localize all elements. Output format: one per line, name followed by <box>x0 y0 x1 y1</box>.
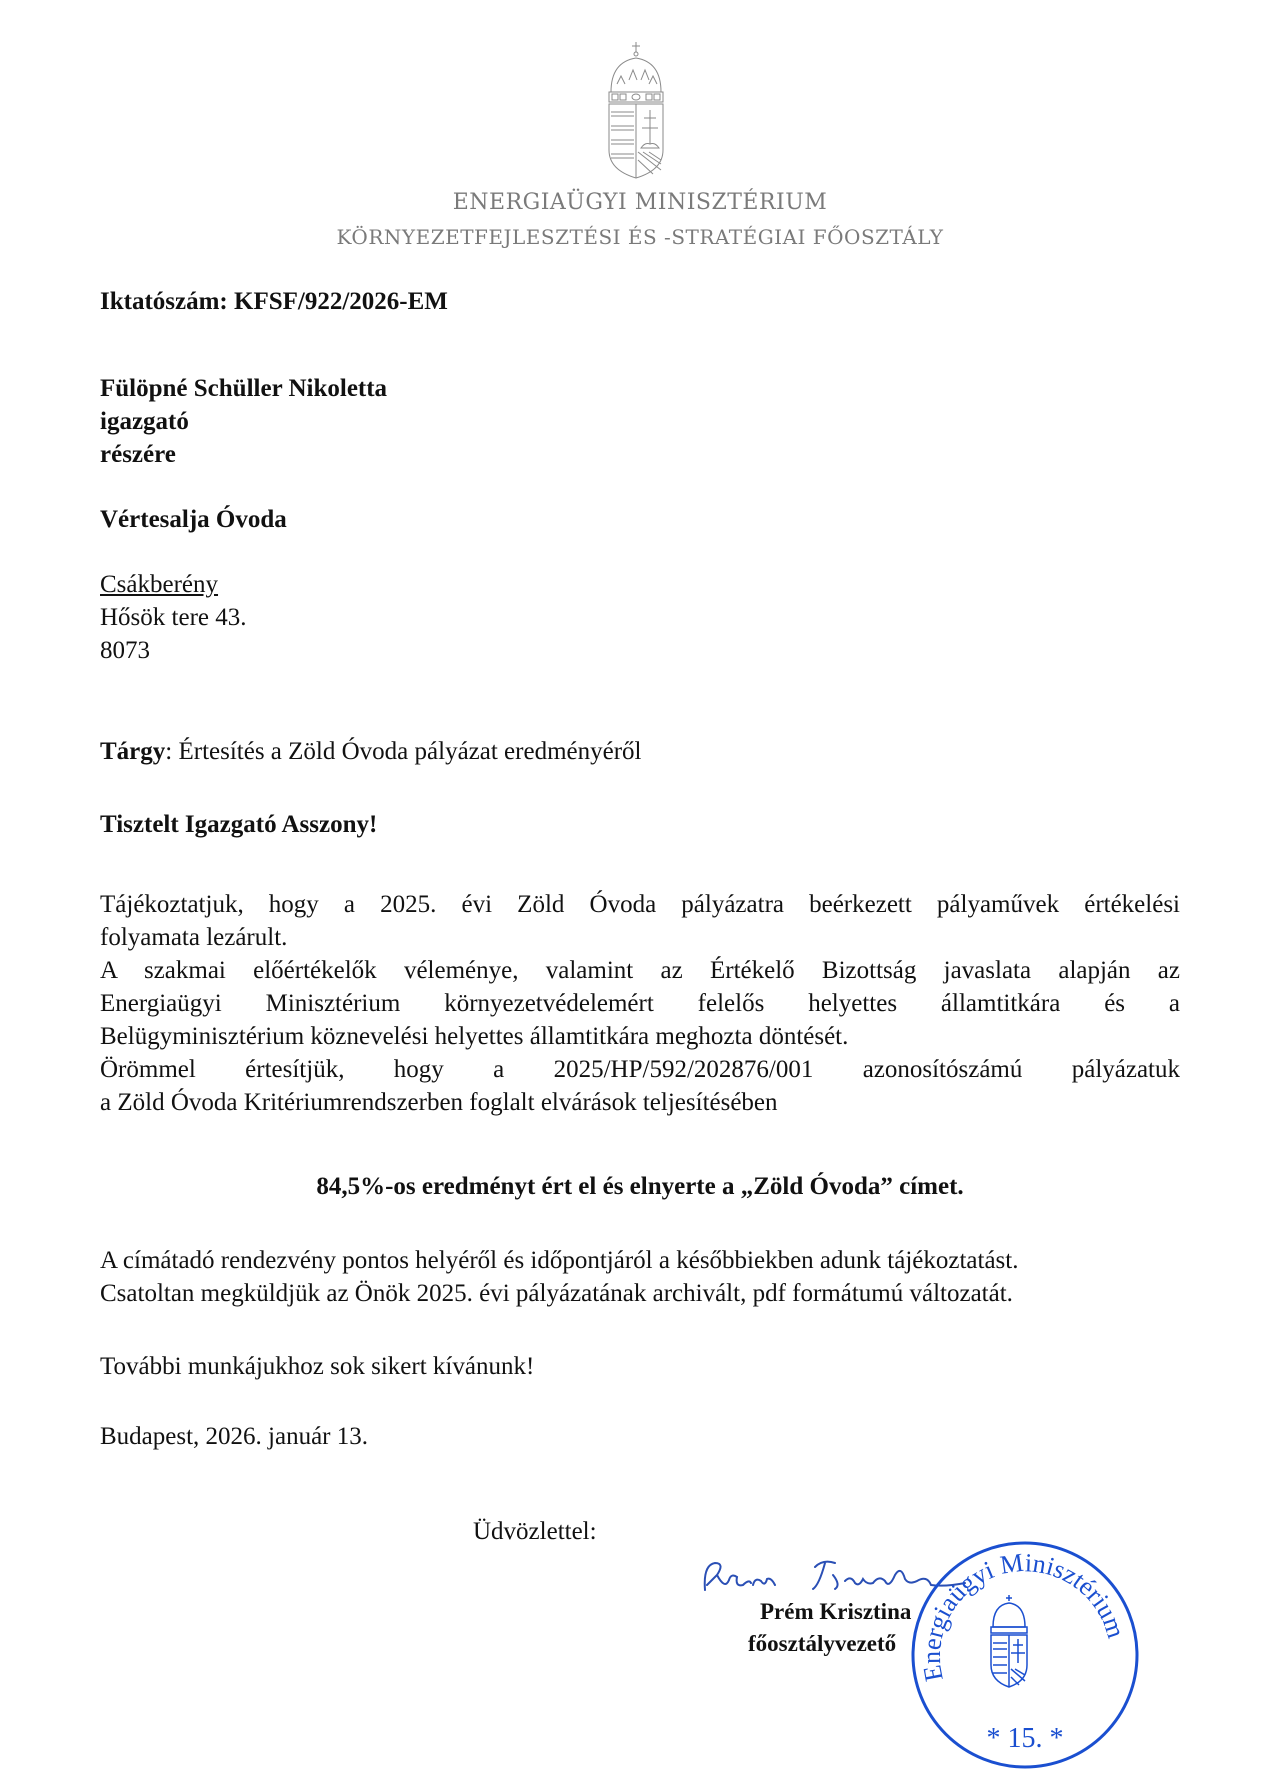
stamp-ring-text: Energiaügyi Minisztérium <box>916 1547 1131 1684</box>
body-line: folyamata lezárult. <box>100 924 288 951</box>
department-name: KÖRNYEZETFEJLESZTÉSI ÉS -STRATÉGIAI FŐOSZTÁLY <box>336 225 944 249</box>
greeting: Üdvözlettel: <box>473 1518 597 1545</box>
body-line: a Zöld Óvoda Kritériumrendszerben foglalt elvárások teljesítésében <box>100 1089 778 1116</box>
followup-line: A címátadó rendezvény pontos helyéről és időpontjáról a későbbiekben adunk tájékoztatást. <box>100 1247 1019 1274</box>
recipient-for: részére <box>100 441 176 468</box>
signatory-position: főosztályvezető <box>748 1631 897 1656</box>
stamp-number: * 15. * <box>986 1723 1064 1754</box>
reference-number <box>100 285 448 318</box>
salutation: Tisztelt Igazgató Asszony! <box>100 811 378 838</box>
body-line: Energiaügyi Minisztérium környezetvédelemért felelős helyettes államtitkára és a <box>100 990 1180 1017</box>
followup-line: Csatoltan megküldjük az Önök 2025. évi pályázatának archivált, pdf formátumú változatát. <box>100 1280 1013 1307</box>
subject-line <box>100 735 641 768</box>
recipient-city: Csákberény <box>100 571 219 598</box>
ministry-name: ENERGIAÜGYI MINISZTÉRIUM <box>452 190 828 215</box>
body-line: Tájékoztatjuk, hogy a 2025. évi Zöld Óvoda pályázatra beérkezett pályaművek értékelési <box>100 891 1180 918</box>
signatory-name: Prém Krisztina <box>760 1599 912 1624</box>
body-paragraph <box>100 888 1180 1119</box>
result-statement: 84,5%-os eredményt ért el és elnyerte a „Zöld Óvoda” címet. <box>316 1173 964 1200</box>
subject-label: Tárgy <box>100 738 166 765</box>
recipient-postal-code: 8073 <box>100 637 150 664</box>
closing-wish: További munkájukhoz sok sikert kívánunk! <box>100 1353 535 1380</box>
body-line: A szakmai előértékelők véleménye, valamint az Értékelő Bizottság javaslata alapján az <box>100 957 1180 984</box>
recipient-institution: Vértesalja Óvoda <box>100 506 287 533</box>
recipient-name: Fülöpné Schüller Nikoletta <box>100 375 388 402</box>
body-line: Belügyminisztérium köznevelési helyettes államtitkára meghozta döntését. <box>100 1023 849 1050</box>
body-line: Örömmel értesítjük, hogy a 2025/HP/592/202876/001 azonosítószámú pályázatuk <box>100 1056 1180 1083</box>
recipient-title: igazgató <box>100 408 189 435</box>
official-stamp <box>905 1535 1145 1775</box>
stamp-crest-icon <box>991 1595 1027 1687</box>
subject-text: : Értesítés a Zöld Óvoda pályázat eredményéről <box>165 738 642 765</box>
place-date: Budapest, 2026. január 13. <box>100 1423 369 1450</box>
reference-value: KFSF/922/2026-EM <box>234 288 448 315</box>
coat-of-arms-icon <box>603 40 669 180</box>
recipient-street: Hősök tere 43. <box>100 604 247 631</box>
reference-label: Iktatószám: <box>100 288 228 315</box>
